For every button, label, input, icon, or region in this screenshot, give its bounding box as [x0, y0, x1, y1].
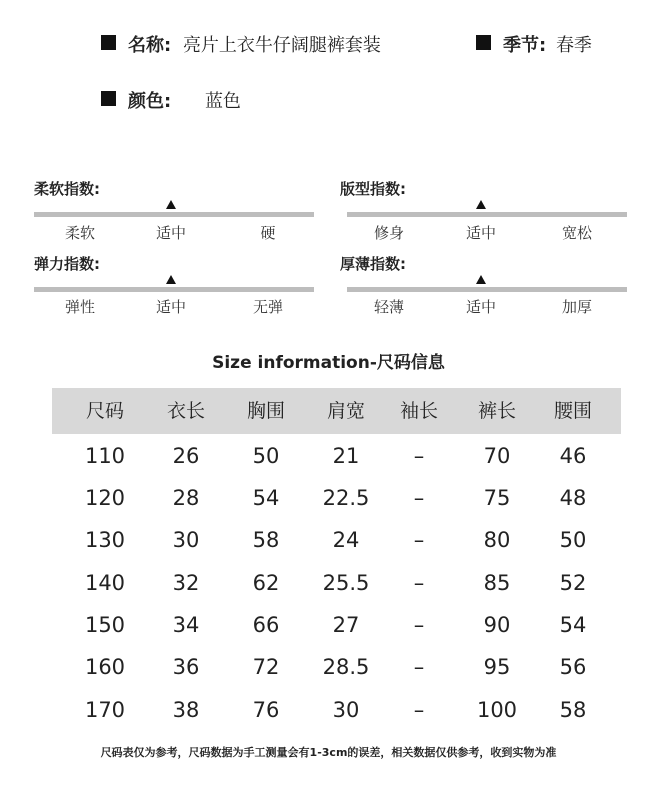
product-season: [503, 31, 592, 57]
table-cell: 27: [332, 613, 360, 637]
scale-label: 轻薄: [373, 298, 404, 316]
table-header-cell: 衣长: [166, 400, 205, 422]
triangle-marker-icon: [476, 200, 486, 209]
table-cell: 50: [252, 444, 280, 468]
scale-label: 硬: [260, 224, 276, 242]
table-cell: 58: [252, 528, 280, 552]
table-cell: 46: [559, 444, 587, 468]
table-cell: 120: [84, 486, 126, 510]
table-header-cell: 袖长: [399, 400, 438, 422]
table-cell: 160: [84, 655, 126, 679]
scale-title: 柔软指数:: [34, 180, 100, 198]
scale-label: 适中: [465, 224, 496, 242]
size-info-title: Size information-尺码信息: [212, 353, 445, 373]
scale-label: 宽松: [561, 224, 592, 242]
table-cell: –: [413, 486, 425, 510]
triangle-marker-icon: [166, 275, 176, 284]
table-cell: –: [413, 444, 425, 468]
table-cell: –: [413, 571, 425, 595]
table-cell: 80: [483, 528, 511, 552]
table-cell: 21: [332, 444, 360, 468]
product-name: [128, 31, 381, 57]
table-cell: –: [413, 613, 425, 637]
scale-bar: [34, 212, 314, 217]
table-cell: –: [413, 698, 425, 722]
triangle-marker-icon: [166, 200, 176, 209]
table-cell: 34: [172, 613, 200, 637]
bullet-square-icon: [476, 35, 491, 50]
scale-label: 弹性: [64, 298, 95, 316]
bullet-square-icon: [101, 35, 116, 50]
table-cell: 38: [172, 698, 200, 722]
table-header-cell: 尺码: [85, 400, 124, 422]
scale-title: 弹力指数:: [34, 255, 100, 273]
scale-label: 加厚: [561, 298, 592, 316]
table-cell: 110: [84, 444, 126, 468]
scale-label: 适中: [155, 298, 186, 316]
table-cell: 150: [84, 613, 126, 637]
bullet-square-icon: [101, 91, 116, 106]
table-cell: 170: [84, 698, 126, 722]
table-cell: 24: [332, 528, 360, 552]
scale-bar: [347, 212, 627, 217]
table-cell: –: [413, 655, 425, 679]
table-cell: 130: [84, 528, 126, 552]
table-cell: 50: [559, 528, 587, 552]
triangle-marker-icon: [476, 275, 486, 284]
product-color: [128, 87, 241, 113]
table-cell: 62: [252, 571, 280, 595]
table-cell: 28: [172, 486, 200, 510]
footnote: 尺码表仅为参考，尺码数据为手工测量会有1-3cm的误差，相关数据仅供参考，收到实物为准: [100, 746, 557, 759]
product-name-label: 名称:: [128, 35, 172, 56]
table-header-cell: 腰围: [553, 400, 592, 422]
product-name-value: 亮片上衣牛仔阔腿裤套装: [182, 35, 381, 56]
scale-title: 版型指数:: [340, 180, 406, 198]
table-cell: 66: [252, 613, 280, 637]
table-header-cell: 裤长: [477, 400, 516, 422]
scale-label: 适中: [155, 224, 186, 242]
table-cell: 58: [559, 698, 587, 722]
scale-bar: [347, 287, 627, 292]
table-cell: 56: [559, 655, 587, 679]
table-header-cell: 胸围: [246, 400, 285, 422]
table-cell: 100: [476, 698, 518, 722]
table-cell: 52: [559, 571, 587, 595]
scale-label: 适中: [465, 298, 496, 316]
color-value: 蓝色: [204, 91, 241, 112]
season-value: 春季: [555, 35, 592, 56]
table-cell: 26: [172, 444, 200, 468]
table-cell: 72: [252, 655, 280, 679]
table-cell: 25.5: [322, 571, 370, 595]
table-cell: 30: [172, 528, 200, 552]
table-cell: 22.5: [322, 486, 370, 510]
table-cell: 90: [483, 613, 511, 637]
table-header-cell: 肩宽: [326, 400, 365, 422]
table-cell: 95: [483, 655, 511, 679]
color-label: 颜色:: [128, 91, 172, 112]
table-cell: 48: [559, 486, 587, 510]
season-label: 季节:: [503, 35, 547, 56]
table-cell: 30: [332, 698, 360, 722]
table-cell: 75: [483, 486, 511, 510]
scale-label: 无弹: [252, 298, 283, 316]
table-cell: 76: [252, 698, 280, 722]
table-cell: 32: [172, 571, 200, 595]
scale-bar: [34, 287, 314, 292]
table-cell: 54: [559, 613, 587, 637]
scale-label: 柔软: [64, 224, 95, 242]
table-cell: 54: [252, 486, 280, 510]
table-cell: –: [413, 528, 425, 552]
table-cell: 36: [172, 655, 200, 679]
scale-title: 厚薄指数:: [340, 255, 406, 273]
table-cell: 140: [84, 571, 126, 595]
table-cell: 70: [483, 444, 511, 468]
scale-label: 修身: [373, 224, 404, 242]
table-cell: 85: [483, 571, 511, 595]
table-cell: 28.5: [322, 655, 370, 679]
